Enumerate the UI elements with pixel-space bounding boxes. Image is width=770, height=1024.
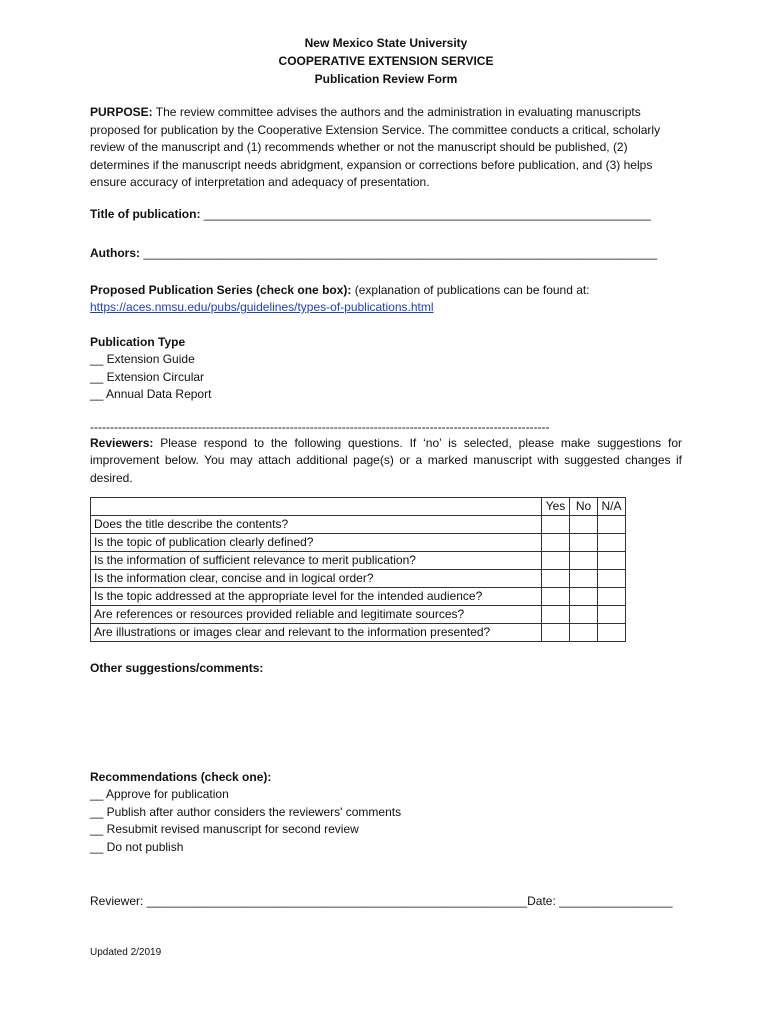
question-header-cell bbox=[91, 498, 542, 516]
question-cell: Is the topic addressed at the appropriate level for the intended audience? bbox=[91, 588, 542, 606]
series-label: Proposed Publication Series (check one box): bbox=[90, 282, 352, 297]
table-row bbox=[91, 588, 626, 606]
authors-field-label: Authors: bbox=[90, 246, 140, 260]
na-checkbox-cell[interactable] bbox=[598, 570, 626, 588]
purpose-text: The review committee advises the authors and the administration in evaluating manuscripts proposed for publication by the Cooperative Extension Service. The committee conducts a critical, scholarly review of the manuscript and (1) recommends whether or not the manuscript should be published, (2) determines if the manuscript needs abridgment, expansion or corrections before publication, and (3) helps ensure accuracy of interpretation and adequacy of presentation. bbox=[90, 105, 661, 189]
recommendation-option-publish-after[interactable]: __ Publish after author considers the reviewers' comments bbox=[90, 804, 402, 819]
review-questions-table bbox=[90, 497, 626, 642]
reviewer-blank[interactable]: _________________________________________________________ bbox=[143, 894, 528, 908]
table-header-row bbox=[91, 498, 626, 516]
authors-field-blank[interactable]: _____________________________________________________________________________ bbox=[140, 246, 658, 260]
reviewer-signature-line bbox=[90, 893, 682, 911]
no-checkbox-cell[interactable] bbox=[570, 570, 598, 588]
no-checkbox-cell[interactable] bbox=[570, 534, 598, 552]
na-checkbox-cell[interactable] bbox=[598, 552, 626, 570]
reviewer-label: Reviewer: bbox=[90, 894, 144, 908]
yes-checkbox-cell[interactable] bbox=[542, 588, 570, 606]
question-cell: Are references or resources provided reliable and legitimate sources? bbox=[91, 606, 542, 624]
title-field-label: Title of publication: bbox=[90, 206, 201, 221]
other-comments-section[interactable] bbox=[90, 660, 682, 678]
na-checkbox-cell[interactable] bbox=[598, 624, 626, 642]
no-checkbox-cell[interactable] bbox=[570, 552, 598, 570]
service-name: COOPERATIVE EXTENSION SERVICE bbox=[278, 54, 494, 68]
date-blank[interactable]: _________________ bbox=[555, 894, 673, 908]
series-text: (explanation of publications can be found at: bbox=[351, 282, 590, 297]
authors-field[interactable] bbox=[90, 245, 682, 263]
publication-type-option-annual-report[interactable]: __ Annual Data Report bbox=[90, 387, 212, 401]
na-checkbox-cell[interactable] bbox=[598, 516, 626, 534]
purpose-paragraph bbox=[90, 104, 682, 192]
yes-checkbox-cell[interactable] bbox=[542, 570, 570, 588]
no-checkbox-cell[interactable] bbox=[570, 588, 598, 606]
reviewers-label: Reviewers: bbox=[90, 435, 154, 450]
no-checkbox-cell[interactable] bbox=[570, 516, 598, 534]
form-page bbox=[90, 34, 682, 911]
publication-series-section bbox=[90, 282, 682, 317]
na-checkbox-cell[interactable] bbox=[598, 606, 626, 624]
form-title: Publication Review Form bbox=[314, 72, 458, 86]
section-divider: ------------------------------------------------------------------------------------------------------------------- bbox=[90, 420, 550, 433]
table-row bbox=[91, 534, 626, 552]
yes-checkbox-cell[interactable] bbox=[542, 516, 570, 534]
question-cell: Is the information clear, concise and in logical order? bbox=[91, 570, 542, 588]
recommendation-option-do-not-publish[interactable]: __ Do not publish bbox=[90, 839, 184, 854]
question-cell: Are illustrations or images clear and relevant to the information presented? bbox=[91, 624, 542, 642]
title-of-publication-field[interactable] bbox=[90, 206, 682, 224]
question-cell: Is the topic of publication clearly defined? bbox=[91, 534, 542, 552]
publication-type-heading: Publication Type bbox=[90, 334, 186, 349]
no-header: No bbox=[570, 498, 598, 516]
publication-type-option-circular[interactable]: __ Extension Circular bbox=[90, 369, 205, 384]
form-header bbox=[90, 34, 682, 88]
publication-type-section bbox=[90, 334, 682, 404]
other-comments-label: Other suggestions/comments: bbox=[90, 661, 264, 675]
reviewers-instructions bbox=[90, 435, 682, 488]
question-cell: Is the information of sufficient relevance to merit publication? bbox=[91, 552, 542, 570]
yes-checkbox-cell[interactable] bbox=[542, 606, 570, 624]
yes-checkbox-cell[interactable] bbox=[542, 624, 570, 642]
publication-type-option-guide[interactable]: __ Extension Guide bbox=[90, 352, 195, 366]
reviewers-text: Please respond to the following questions. If ‘no’ is selected, please make suggestions for improvement below. You may attach additional page(s) or a marked manuscript with suggested changes if desired. bbox=[90, 435, 682, 485]
table-row bbox=[91, 570, 626, 588]
updated-date: Updated 2/2019 bbox=[90, 947, 162, 958]
recommendations-heading: Recommendations (check one): bbox=[90, 769, 272, 784]
na-header: N/A bbox=[598, 498, 626, 516]
table-row bbox=[91, 606, 626, 624]
purpose-label: PURPOSE: bbox=[90, 105, 153, 119]
title-field-blank[interactable]: ___________________________________________________________________ bbox=[200, 206, 651, 221]
no-checkbox-cell[interactable] bbox=[570, 606, 598, 624]
university-name: New Mexico State University bbox=[304, 36, 468, 50]
recommendation-option-approve[interactable]: __ Approve for publication bbox=[90, 787, 229, 801]
yes-checkbox-cell[interactable] bbox=[542, 552, 570, 570]
yes-header: Yes bbox=[542, 498, 570, 516]
table-row bbox=[91, 552, 626, 570]
na-checkbox-cell[interactable] bbox=[598, 588, 626, 606]
date-label: Date: bbox=[527, 894, 556, 908]
question-cell: Does the title describe the contents? bbox=[91, 516, 542, 534]
recommendations-section bbox=[90, 769, 682, 857]
no-checkbox-cell[interactable] bbox=[570, 624, 598, 642]
na-checkbox-cell[interactable] bbox=[598, 534, 626, 552]
table-row bbox=[91, 624, 626, 642]
table-row bbox=[91, 516, 626, 534]
publication-types-link[interactable]: https://aces.nmsu.edu/pubs/guidelines/types-of-publications.html bbox=[90, 300, 434, 314]
yes-checkbox-cell[interactable] bbox=[542, 534, 570, 552]
recommendation-option-resubmit[interactable]: __ Resubmit revised manuscript for second review bbox=[90, 822, 359, 836]
